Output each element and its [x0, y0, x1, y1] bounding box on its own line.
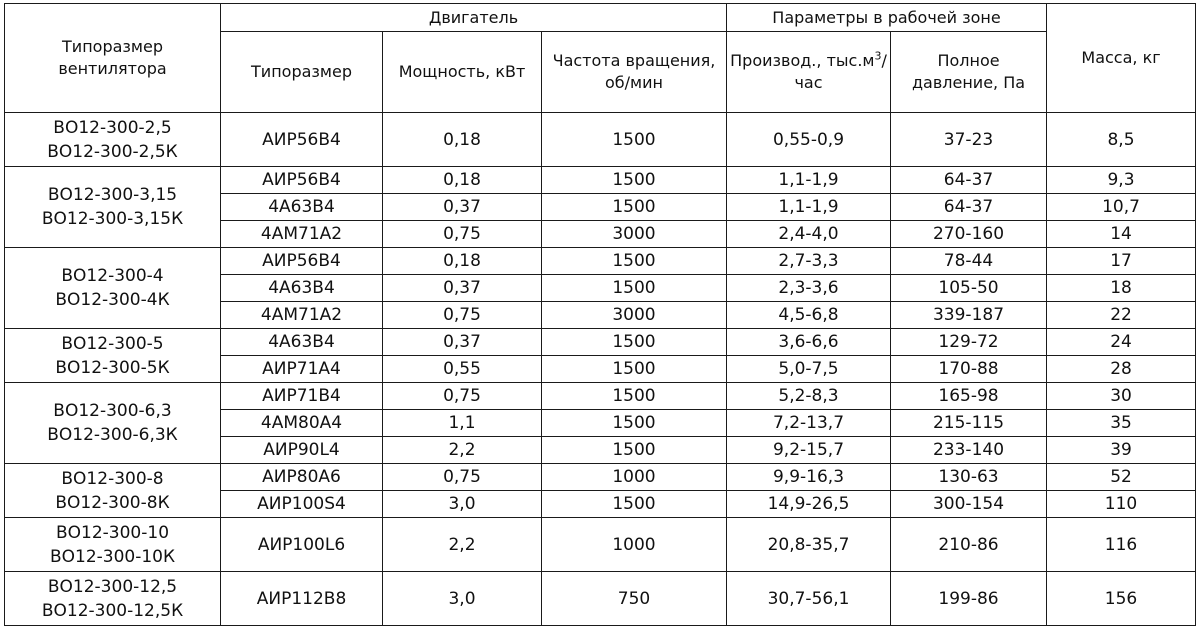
fan-size-name: ВО12-300-6,3К	[47, 425, 178, 445]
pressure-cell: 270-160	[891, 221, 1047, 248]
flow-cell: 4,5-6,8	[727, 302, 891, 329]
table-body	[5, 113, 1196, 626]
fan-size-name: ВО12-300-12,5К	[41, 600, 184, 621]
table-row	[5, 167, 1196, 194]
table-header	[5, 4, 1196, 113]
mass-cell: 14	[1047, 221, 1196, 248]
flow-cell: 30,7-56,1	[727, 572, 891, 626]
pressure-cell: 215-115	[891, 410, 1047, 437]
rpm-cell: 750	[542, 572, 727, 626]
mass-cell: 18	[1047, 275, 1196, 302]
flow-cell: 20,8-35,7	[727, 518, 891, 572]
flow-cell: 2,4-4,0	[727, 221, 891, 248]
header-mass: Масса, кг	[1047, 4, 1196, 113]
header-pressure: Полное давление, Па	[891, 32, 1047, 113]
pressure-cell: 78-44	[891, 248, 1047, 275]
motor-type-cell: 4АМ71А2	[221, 221, 383, 248]
table-row	[5, 113, 1196, 167]
mass-cell: 10,7	[1047, 194, 1196, 221]
motor-type-cell: 4А63В4	[221, 329, 383, 356]
header-productivity	[727, 32, 891, 113]
power-cell: 0,37	[383, 329, 542, 356]
fan-size-name: ВО12-300-8К	[55, 492, 170, 513]
pressure-cell: 64-37	[891, 167, 1047, 194]
power-cell: 0,37	[383, 275, 542, 302]
header-motor-type: Типоразмер	[221, 32, 383, 113]
mass-cell: 116	[1047, 518, 1196, 572]
rpm-cell: 1500	[542, 491, 727, 518]
motor-type-cell: АИР56В4	[221, 248, 383, 275]
fan-size-cell	[5, 248, 221, 329]
mass-cell: 52	[1047, 464, 1196, 491]
fan-size-name: ВО12-300-5	[61, 333, 164, 354]
power-cell: 3,0	[383, 491, 542, 518]
mass-cell: 22	[1047, 302, 1196, 329]
fan-size-cell	[5, 329, 221, 383]
motor-type-cell: АИР80А6	[221, 464, 383, 491]
fan-size-name: ВО12-300-12,5	[47, 576, 178, 597]
fan-size-cell	[5, 518, 221, 572]
header-productivity-suffix: /час	[794, 51, 887, 92]
table-row	[5, 329, 1196, 356]
header-speed: Частота вращения, об/мин	[542, 32, 727, 113]
motor-type-cell: АИР71В4	[221, 383, 383, 410]
power-cell: 0,18	[383, 167, 542, 194]
mass-cell: 17	[1047, 248, 1196, 275]
power-cell: 2,2	[383, 437, 542, 464]
fan-size-name: ВО12-300-8	[61, 468, 164, 489]
pressure-cell: 233-140	[891, 437, 1047, 464]
fan-size-cell	[5, 383, 221, 464]
power-cell: 0,75	[383, 221, 542, 248]
fan-size-name: ВО12-300-4	[61, 266, 164, 286]
motor-type-cell: 4АМ80А4	[221, 410, 383, 437]
power-cell: 0,75	[383, 383, 542, 410]
rpm-cell: 1000	[542, 518, 727, 572]
rpm-cell: 3000	[542, 221, 727, 248]
rpm-cell: 1000	[542, 464, 727, 491]
flow-cell: 3,6-6,6	[727, 329, 891, 356]
pressure-cell: 210-86	[891, 518, 1047, 572]
motor-type-cell: АИР100S4	[221, 491, 383, 518]
header-fan-size: Типоразмер вентилятора	[5, 4, 221, 113]
table-row	[5, 464, 1196, 491]
rpm-cell: 1500	[542, 275, 727, 302]
fan-size-cell	[5, 167, 221, 248]
flow-cell: 1,1-1,9	[727, 194, 891, 221]
mass-cell: 8,5	[1047, 113, 1196, 167]
pressure-cell: 199-86	[891, 572, 1047, 626]
rpm-cell: 3000	[542, 302, 727, 329]
power-cell: 0,75	[383, 464, 542, 491]
power-cell: 2,2	[383, 518, 542, 572]
header-motor-group: Двигатель	[221, 4, 727, 32]
flow-cell: 5,0-7,5	[727, 356, 891, 383]
motor-type-cell: 4А63В4	[221, 275, 383, 302]
fan-size-name: ВО12-300-2,5К	[47, 141, 178, 162]
fan-size-name: ВО12-300-10	[55, 522, 170, 543]
rpm-cell: 1500	[542, 248, 727, 275]
pressure-cell: 64-37	[891, 194, 1047, 221]
rpm-cell: 1500	[542, 356, 727, 383]
fan-size-name: ВО12-300-10К	[49, 546, 176, 567]
mass-cell: 28	[1047, 356, 1196, 383]
flow-cell: 9,2-15,7	[727, 437, 891, 464]
rpm-cell: 1500	[542, 383, 727, 410]
pressure-cell: 300-154	[891, 491, 1047, 518]
flow-cell: 9,9-16,3	[727, 464, 891, 491]
fan-size-name: ВО12-300-6,3	[53, 401, 172, 421]
pressure-cell: 129-72	[891, 329, 1047, 356]
header-productivity-prefix: Производ., тыс.м	[730, 51, 875, 70]
mass-cell: 35	[1047, 410, 1196, 437]
power-cell: 0,37	[383, 194, 542, 221]
table-row	[5, 383, 1196, 410]
table-row	[5, 572, 1196, 626]
mass-cell: 9,3	[1047, 167, 1196, 194]
fan-size-name: ВО12-300-4К	[55, 290, 170, 310]
motor-type-cell: 4АМ71А2	[221, 302, 383, 329]
flow-cell: 1,1-1,9	[727, 167, 891, 194]
motor-type-cell: АИР56В4	[221, 167, 383, 194]
flow-cell: 5,2-8,3	[727, 383, 891, 410]
power-cell: 0,75	[383, 302, 542, 329]
power-cell: 0,55	[383, 356, 542, 383]
fan-size-cell	[5, 464, 221, 518]
rpm-cell: 1500	[542, 437, 727, 464]
motor-type-cell: АИР71А4	[221, 356, 383, 383]
mass-cell: 110	[1047, 491, 1196, 518]
motor-type-cell: АИР56В4	[221, 113, 383, 167]
pressure-cell: 37-23	[891, 113, 1047, 167]
pressure-cell: 339-187	[891, 302, 1047, 329]
table-row	[5, 518, 1196, 572]
header-productivity-sup: 3	[874, 49, 882, 63]
header-params-group: Параметры в рабочей зоне	[727, 4, 1047, 32]
mass-cell: 24	[1047, 329, 1196, 356]
motor-type-cell: АИР90L4	[221, 437, 383, 464]
flow-cell: 7,2-13,7	[727, 410, 891, 437]
flow-cell: 14,9-26,5	[727, 491, 891, 518]
fan-size-name: ВО12-300-2,5	[53, 117, 172, 138]
pressure-cell: 170-88	[891, 356, 1047, 383]
flow-cell: 2,3-3,6	[727, 275, 891, 302]
fan-size-cell	[5, 572, 221, 626]
rpm-cell: 1500	[542, 410, 727, 437]
rpm-cell: 1500	[542, 113, 727, 167]
motor-type-cell: АИР112В8	[221, 572, 383, 626]
header-power: Мощность, кВт	[383, 32, 542, 113]
rpm-cell: 1500	[542, 167, 727, 194]
rpm-cell: 1500	[542, 329, 727, 356]
mass-cell: 39	[1047, 437, 1196, 464]
power-cell: 0,18	[383, 248, 542, 275]
mass-cell: 156	[1047, 572, 1196, 626]
fan-size-name: ВО12-300-3,15	[47, 185, 178, 205]
motor-type-cell: АИР100L6	[221, 518, 383, 572]
power-cell: 3,0	[383, 572, 542, 626]
power-cell: 0,18	[383, 113, 542, 167]
pressure-cell: 165-98	[891, 383, 1047, 410]
flow-cell: 0,55-0,9	[727, 113, 891, 167]
table-row	[5, 248, 1196, 275]
fan-size-name: ВО12-300-5К	[55, 357, 170, 378]
fan-size-name: ВО12-300-3,15К	[41, 209, 184, 229]
flow-cell: 2,7-3,3	[727, 248, 891, 275]
fan-spec-table	[4, 3, 1196, 626]
pressure-cell: 130-63	[891, 464, 1047, 491]
mass-cell: 30	[1047, 383, 1196, 410]
pressure-cell: 105-50	[891, 275, 1047, 302]
rpm-cell: 1500	[542, 194, 727, 221]
motor-type-cell: 4А63В4	[221, 194, 383, 221]
fan-size-cell	[5, 113, 221, 167]
power-cell: 1,1	[383, 410, 542, 437]
